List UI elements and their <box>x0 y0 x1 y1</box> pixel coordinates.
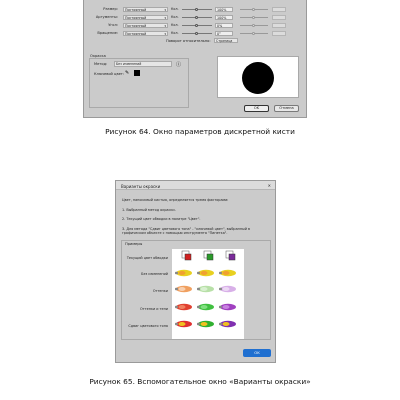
slider-knob[interactable] <box>195 8 198 11</box>
brush-stroke-sample <box>219 286 236 292</box>
param-select[interactable]: Постоянный ▾ <box>125 8 166 12</box>
param-value[interactable]: 0% <box>215 23 233 28</box>
brush-stroke-sample <box>197 286 214 292</box>
brush-stroke-sample <box>175 321 192 327</box>
chevron-down-icon: ▾ <box>164 32 166 36</box>
stroke-color-swatch-icon <box>182 251 191 260</box>
close-icon[interactable]: ✕ <box>267 183 271 188</box>
brush-stroke-sample <box>175 286 192 292</box>
jitter-label: Кол. <box>171 7 179 11</box>
brush-stroke-sample <box>219 270 236 276</box>
ok-button[interactable]: OK <box>244 105 269 112</box>
preview-circle <box>242 62 274 94</box>
chevron-down-icon: ▾ <box>164 16 166 20</box>
param-value[interactable]: 100% <box>215 15 233 20</box>
example-row-label: Текущий цвет обводки <box>126 256 168 260</box>
brush-stroke-sample <box>175 270 192 276</box>
jitter-label: Кол. <box>171 23 179 27</box>
info-icon[interactable]: ⓘ <box>176 62 182 68</box>
brush-stroke-sample <box>175 304 192 310</box>
method-label: Метод: <box>94 62 108 66</box>
param-slider-2[interactable] <box>240 17 268 18</box>
brush-stroke-sample <box>219 304 236 310</box>
rotation-relative-select[interactable]: Страница <box>214 38 238 43</box>
method-select[interactable]: Без изменений <box>114 61 172 67</box>
examples-panel <box>172 249 244 339</box>
paragraph-3: 2. Текущий цвет обводки в палитре "Цвет". <box>122 217 201 221</box>
figure-65-caption: Рисунок 65. Вспомогательное окно «Варианты окраски» <box>89 377 311 386</box>
example-row-label: Оттенки <box>152 289 168 293</box>
figure-64-caption: Рисунок 64. Окно параметров дискретной кисти <box>105 127 295 136</box>
example-row-label: Оттенки и тени <box>139 307 168 311</box>
stroke-color-swatch-icon <box>204 251 213 260</box>
eyedropper-icon[interactable]: ✎ <box>125 70 130 76</box>
brush-preview <box>217 56 299 98</box>
slider-knob[interactable] <box>252 8 255 11</box>
slider-knob[interactable] <box>195 32 198 35</box>
param-slider-2[interactable] <box>240 33 268 34</box>
example-row-label: Без изменений <box>141 272 168 276</box>
examples-grid <box>172 249 244 339</box>
key-color-swatch[interactable] <box>134 70 140 76</box>
brush-stroke-sample <box>197 321 214 327</box>
param-slider[interactable] <box>182 33 212 34</box>
brush-stroke-sample <box>197 304 214 310</box>
brush-stroke-sample <box>197 270 214 276</box>
paragraph-2: 1. Выбранный метод окраски. <box>122 208 176 212</box>
jitter-label: Кол. <box>171 31 179 35</box>
brush-stroke-sample <box>219 321 236 327</box>
stroke-color-swatch-icon <box>226 251 235 260</box>
paragraph-4: 3. Для метода "Сдвиг цветового тона" - "ключевой цвет", выбранный в графическом объекте с помощью инструмента "Пипетка". <box>122 227 251 236</box>
window-title: Варианты окраски <box>121 184 161 189</box>
paragraph-1: Цвет, наносимый кистью, определяется тремя факторами: <box>122 198 229 202</box>
param-label: Угол: <box>108 23 118 27</box>
slider-knob[interactable] <box>252 24 255 27</box>
chevron-down-icon: ▾ <box>164 8 166 12</box>
coloring-section-label: Окраска <box>90 54 106 58</box>
param-slider[interactable] <box>182 25 212 26</box>
example-row-label: Сдвиг цветового тона <box>128 324 168 328</box>
param-select[interactable]: Постоянный ▾ <box>125 32 166 36</box>
chevron-down-icon: ▾ <box>164 24 166 28</box>
param-value-2[interactable] <box>272 7 286 12</box>
param-label: Аргументы: <box>95 15 118 19</box>
slider-knob[interactable] <box>252 32 255 35</box>
param-value[interactable]: 100% <box>215 7 233 12</box>
rotation-relative-label: Поворот относительно: <box>166 39 211 43</box>
param-select[interactable]: Постоянный ▾ <box>125 16 166 20</box>
cancel-button[interactable]: Отмена <box>274 105 299 112</box>
param-value-2[interactable] <box>272 31 286 36</box>
param-slider-2[interactable] <box>240 25 268 26</box>
slider-knob[interactable] <box>252 16 255 19</box>
brush-options-window <box>83 0 307 118</box>
key-color-label: Ключевой цвет: <box>94 72 125 76</box>
param-label: Размер: <box>103 7 118 11</box>
slider-knob[interactable] <box>195 16 198 19</box>
jitter-label: Кол. <box>171 15 179 19</box>
param-select[interactable]: Постоянный ▾ <box>125 24 166 28</box>
param-value-2[interactable] <box>272 15 286 20</box>
param-slider[interactable] <box>182 17 212 18</box>
param-label: Вращение: <box>97 31 118 35</box>
slider-knob[interactable] <box>195 24 198 27</box>
param-value-2[interactable] <box>272 23 286 28</box>
examples-label: Примеры <box>125 242 143 246</box>
param-slider-2[interactable] <box>240 9 268 10</box>
ok-button-2[interactable]: OK <box>243 349 271 357</box>
param-slider[interactable] <box>182 9 212 10</box>
param-value[interactable]: 0° <box>215 31 233 36</box>
